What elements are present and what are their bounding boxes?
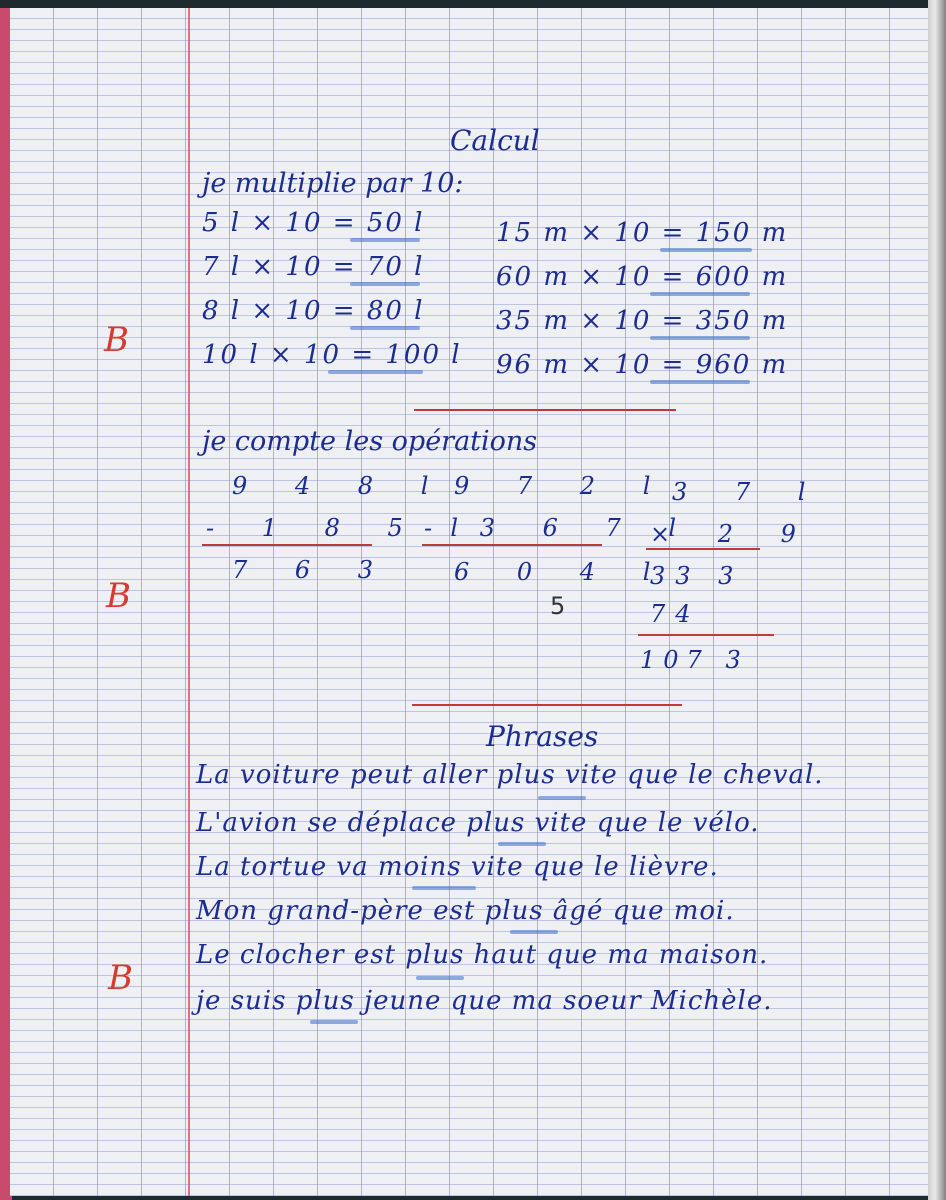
op3-line xyxy=(646,548,760,550)
sentence-4: Mon grand-père est plus âgé que moi. xyxy=(196,896,735,926)
sentence-2: L'avion se déplace plus vite que le vélo. xyxy=(196,808,760,838)
phrases-title: Phrases xyxy=(486,720,599,753)
answer-underline xyxy=(350,282,420,286)
word-underline xyxy=(310,1020,358,1024)
margin-line xyxy=(188,8,190,1196)
word-underline xyxy=(538,796,586,800)
grade-mark: B xyxy=(104,320,129,360)
op1-result: 7 6 3 xyxy=(232,556,394,584)
calc-left-3: 8 l × 10 = 80 l xyxy=(202,296,425,326)
grade-mark: B xyxy=(106,576,131,616)
answer-underline xyxy=(660,248,752,252)
op2-bottom: - 3 6 7 l xyxy=(424,514,697,542)
word-underline xyxy=(412,886,476,890)
op3-bottom: × 2 9 xyxy=(650,520,816,548)
answer-underline xyxy=(650,336,750,340)
word-underline xyxy=(510,930,558,934)
answer-underline xyxy=(650,380,750,384)
answer-underline xyxy=(350,326,420,330)
op3-partial1: 33 3 xyxy=(650,562,744,590)
answer-underline xyxy=(650,292,750,296)
op1-line xyxy=(202,544,372,546)
word-underline xyxy=(416,976,464,980)
op3-sum-line xyxy=(638,634,774,636)
multiply-heading: je multiplie par 10: xyxy=(202,168,464,199)
op3-result: 107 3 xyxy=(640,646,749,674)
word-underline xyxy=(498,842,546,846)
calc-left-2: 7 l × 10 = 70 l xyxy=(202,252,425,282)
grade-mark: B xyxy=(108,958,133,998)
section-divider xyxy=(412,704,682,706)
sentence-1: La voiture peut aller plus vite que le cheval. xyxy=(196,760,824,790)
calcul-title: Calcul xyxy=(450,124,540,157)
calc-left-4: 10 l × 10 = 100 l xyxy=(202,340,462,370)
answer-underline xyxy=(350,238,420,242)
calc-right-3: 35 m × 10 = 350 m xyxy=(496,306,789,336)
page-edge xyxy=(928,0,946,1200)
op2-correction: 5 xyxy=(550,592,566,620)
calc-right-1: 15 m × 10 = 150 m xyxy=(496,218,789,248)
sentence-6: je suis plus jeune que ma soeur Michèle. xyxy=(196,986,773,1016)
calc-right-2: 60 m × 10 = 600 m xyxy=(496,262,789,292)
calc-left-1: 5 l × 10 = 50 l xyxy=(202,208,425,238)
op1-top: 9 4 8 l xyxy=(232,472,449,500)
op2-line xyxy=(422,544,602,546)
op3-top: 3 7 l xyxy=(672,478,826,506)
sentence-5: Le clocher est plus haut que ma maison. xyxy=(196,940,769,970)
sentence-3: La tortue va moins vite que le lièvre. xyxy=(196,852,719,882)
answer-underline xyxy=(328,370,423,374)
notebook-page xyxy=(10,8,928,1196)
op3-partial2: 74 xyxy=(650,600,701,628)
op2-top: 9 7 2 l xyxy=(454,472,671,500)
op2-result: 6 0 4 l xyxy=(454,558,671,586)
calc-right-4: 96 m × 10 = 960 m xyxy=(496,350,789,380)
section-divider xyxy=(414,409,676,411)
op1-bottom: - 1 8 5 l xyxy=(206,514,479,542)
operations-heading: je compte les opérations xyxy=(202,426,538,457)
